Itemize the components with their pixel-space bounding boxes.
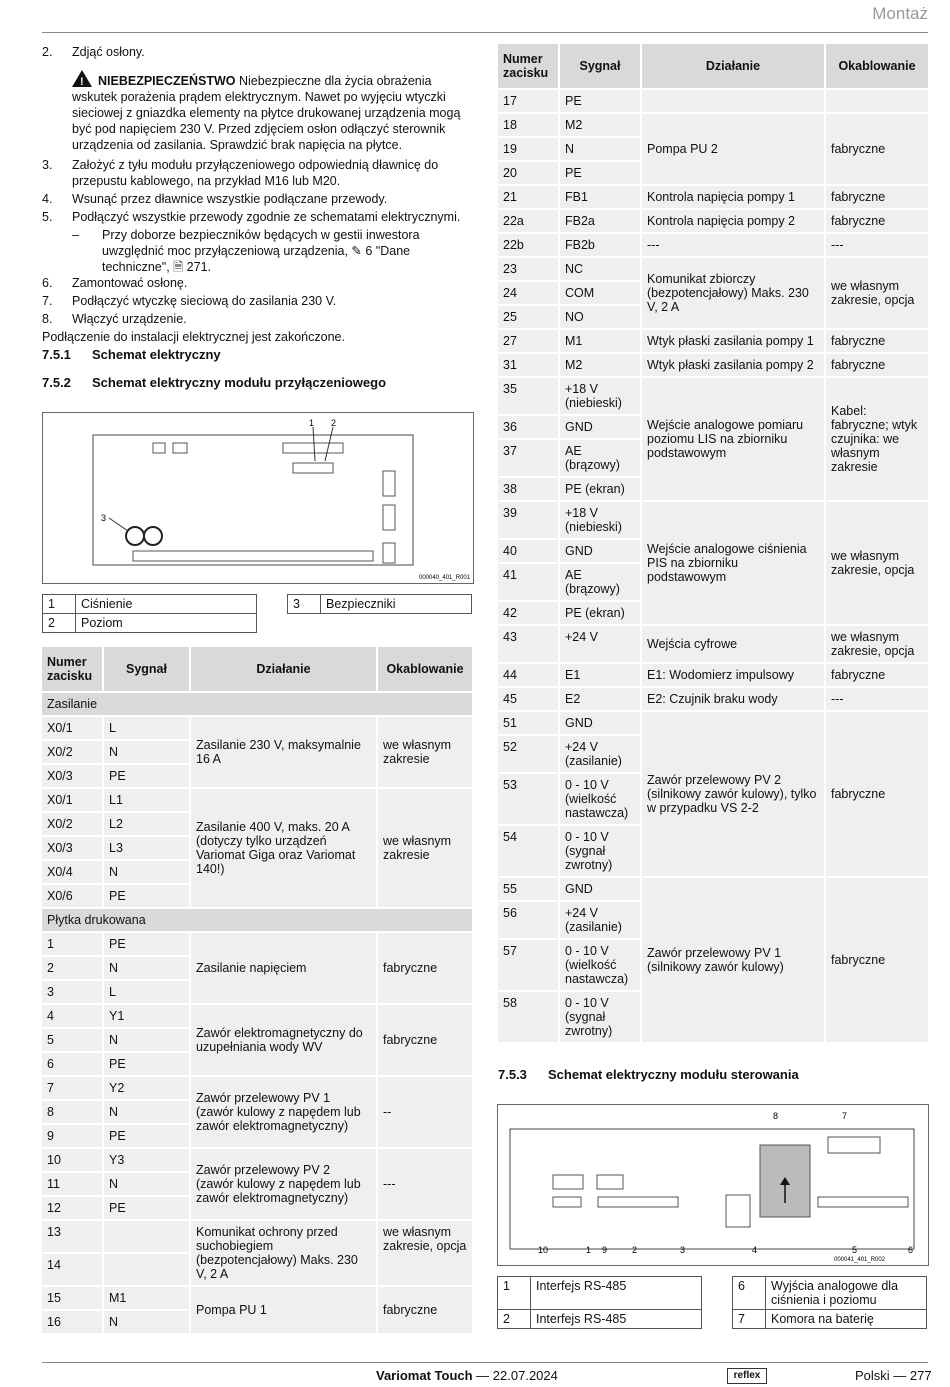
table-cell: 13 bbox=[42, 1221, 102, 1252]
table-cell: Komunikat zbiorczy (bezpotencjałowy) Maks. 230 V, 2 A bbox=[642, 258, 824, 328]
table-cell: 12 bbox=[42, 1197, 102, 1219]
table-cell: Zawór przelewowy PV 1 (zawór kulowy z napędem lub zawór elektromagnetyczny) bbox=[191, 1077, 376, 1147]
table-cell: 54 bbox=[498, 826, 558, 876]
step: 6. Zamontować osłonę. bbox=[42, 276, 188, 290]
table-cell: AE (brązowy) bbox=[560, 440, 640, 476]
table-cell: 25 bbox=[498, 306, 558, 328]
table-cell: --- bbox=[826, 688, 928, 710]
table-row bbox=[42, 1149, 472, 1171]
table-cell: 2 bbox=[42, 957, 102, 979]
table-cell: N bbox=[104, 1029, 189, 1051]
heading-7-5-1: 7.5.1 Schemat elektryczny bbox=[42, 347, 221, 362]
table-cell: 2 bbox=[498, 1310, 531, 1329]
table-row bbox=[42, 1221, 472, 1252]
table-cell: 18 bbox=[498, 114, 558, 136]
table-cell: L bbox=[104, 717, 189, 739]
table-cell: we własnym zakresie, opcja bbox=[378, 1221, 472, 1285]
table-cell: --- bbox=[826, 234, 928, 256]
table-cell: Pompa PU 1 bbox=[191, 1287, 376, 1333]
danger-title: NIEBEZPIECZEŃSTWO bbox=[98, 74, 236, 88]
step: 7. Podłączyć wtyczkę sieciową do zasilania 230 V. bbox=[42, 294, 337, 308]
warning-icon: ! bbox=[72, 70, 92, 87]
table-cell: L bbox=[104, 981, 189, 1003]
instructions bbox=[42, 44, 474, 345]
table-cell: 40 bbox=[498, 540, 558, 562]
table-cell: M1 bbox=[560, 330, 640, 352]
table-cell: Zasilanie bbox=[42, 693, 472, 715]
column-header: Numer zacisku bbox=[498, 44, 558, 88]
step: 4. Wsunąć przez dławnice wszystkie podłączane przewody. bbox=[42, 192, 388, 206]
table-cell: Wejście analogowe ciśnienia PIS na zbiorniku podstawowym bbox=[642, 502, 824, 624]
table-row bbox=[498, 90, 928, 112]
table-row bbox=[498, 378, 928, 414]
table-cell: 53 bbox=[498, 774, 558, 824]
table-cell: Zawór przelewowy PV 1 (silnikowy zawór kulowy) bbox=[642, 878, 824, 1042]
table-cell: L3 bbox=[104, 837, 189, 859]
table-cell: Zasilanie 230 V, maksymalnie 16 A bbox=[191, 717, 376, 787]
table-cell: L1 bbox=[104, 789, 189, 811]
legend-row bbox=[43, 614, 472, 633]
table-cell: we własnym zakresie, opcja bbox=[826, 626, 928, 662]
table-cell: NC bbox=[560, 258, 640, 280]
table-cell: Interfejs RS-485 bbox=[531, 1277, 702, 1310]
table-cell: Kontrola napięcia pompy 2 bbox=[642, 210, 824, 232]
table-cell: Zawór przelewowy PV 2 (silnikowy zawór kulowy), tylko w przypadku VS 2-2 bbox=[642, 712, 824, 876]
substep: – Przy doborze bezpieczników będących w gestii inwestora uwzględnić moc przyłączeniową urządzenia, ✎ 6 "Dane techniczne", 🗎 271. bbox=[72, 228, 420, 274]
table-cell: 9 bbox=[42, 1125, 102, 1147]
table-header-row bbox=[498, 44, 928, 88]
table-cell: 36 bbox=[498, 416, 558, 438]
table-cell: Zasilanie 400 V, maks. 20 A (dotyczy tylko urządzeń Variomat Giga oraz Variomat 140!) bbox=[191, 789, 376, 907]
table-cell: M2 bbox=[560, 354, 640, 376]
table-row bbox=[498, 354, 928, 376]
table-row bbox=[498, 186, 928, 208]
table-cell: N bbox=[104, 1311, 189, 1333]
table-row bbox=[42, 1005, 472, 1027]
column-header: Działanie bbox=[191, 647, 376, 691]
table-cell: +18 V (niebieski) bbox=[560, 378, 640, 414]
table-row bbox=[42, 717, 472, 739]
svg-text:000041_401_R002: 000041_401_R002 bbox=[834, 1257, 886, 1263]
step: 8. Włączyć urządzenie. bbox=[42, 312, 187, 326]
reflex-logo: reflex bbox=[727, 1368, 767, 1384]
svg-text:3: 3 bbox=[101, 513, 107, 523]
table-cell: GND bbox=[560, 878, 640, 900]
table-cell: 35 bbox=[498, 378, 558, 414]
table-row bbox=[42, 1287, 472, 1309]
table-cell: -- bbox=[378, 1077, 472, 1147]
table-cell: Kabel: fabryczne; wtyk czujnika: we własnym zakresie bbox=[826, 378, 928, 500]
table-row bbox=[42, 1077, 472, 1099]
table-cell: N bbox=[104, 741, 189, 763]
table-cell: fabryczne bbox=[826, 664, 928, 686]
table-cell: PE (ekran) bbox=[560, 478, 640, 500]
connection-module-diagram bbox=[42, 412, 474, 584]
table-cell: 27 bbox=[498, 330, 558, 352]
table-cell: Wyjścia analogowe dla ciśnienia i poziomu bbox=[766, 1277, 927, 1310]
table-row bbox=[498, 878, 928, 900]
table-cell: 23 bbox=[498, 258, 558, 280]
table-cell: 38 bbox=[498, 478, 558, 500]
table-cell: Kontrola napięcia pompy 1 bbox=[642, 186, 824, 208]
table-cell: X0/1 bbox=[42, 789, 102, 811]
table-cell: 21 bbox=[498, 186, 558, 208]
table-cell: fabryczne bbox=[826, 186, 928, 208]
table-cell: fabryczne bbox=[826, 878, 928, 1042]
table-cell: 39 bbox=[498, 502, 558, 538]
table-row bbox=[42, 789, 472, 811]
table-cell: 14 bbox=[42, 1254, 102, 1285]
table-cell: 16 bbox=[42, 1311, 102, 1333]
table-cell: Płytka drukowana bbox=[42, 909, 472, 931]
table-cell: PE bbox=[104, 933, 189, 955]
table-cell: 0 - 10 V (wielkość nastawcza) bbox=[560, 940, 640, 990]
danger-notice bbox=[72, 70, 474, 153]
table-cell: Ciśnienie bbox=[76, 595, 257, 614]
svg-text:3: 3 bbox=[680, 1245, 686, 1255]
completion-text: Podłączenie do instalacji elektrycznej jest zakończone. bbox=[42, 330, 345, 344]
table-cell: GND bbox=[560, 712, 640, 734]
column-header: Sygnał bbox=[104, 647, 189, 691]
table-cell: M1 bbox=[104, 1287, 189, 1309]
table-cell: 2 bbox=[43, 614, 76, 633]
table-cell: 56 bbox=[498, 902, 558, 938]
table-cell: +24 V (zasilanie) bbox=[560, 902, 640, 938]
table-cell: fabryczne bbox=[826, 354, 928, 376]
table-cell: 10 bbox=[42, 1149, 102, 1171]
table-cell: 52 bbox=[498, 736, 558, 772]
table-cell: 3 bbox=[288, 595, 321, 614]
table-cell: FB2a bbox=[560, 210, 640, 232]
table-cell: E1: Wodomierz impulsowy bbox=[642, 664, 824, 686]
table-cell: X0/1 bbox=[42, 717, 102, 739]
table-cell: Pompa PU 2 bbox=[642, 114, 824, 184]
table-cell: GND bbox=[560, 540, 640, 562]
table-cell: 6 bbox=[42, 1053, 102, 1075]
table-cell: N bbox=[104, 1101, 189, 1123]
table-cell: X0/4 bbox=[42, 861, 102, 883]
left-terminal-table bbox=[40, 645, 474, 1335]
step: 2. Zdjąć osłony. bbox=[42, 45, 145, 59]
table-cell: 15 bbox=[42, 1287, 102, 1309]
section-header: Montaż bbox=[872, 4, 928, 23]
svg-text:10: 10 bbox=[538, 1245, 549, 1255]
table-cell: 42 bbox=[498, 602, 558, 624]
table-cell: Y2 bbox=[104, 1077, 189, 1099]
column-header: Działanie bbox=[642, 44, 824, 88]
table-cell: we własnym zakresie, opcja bbox=[826, 258, 928, 328]
table-row bbox=[498, 502, 928, 538]
column-header: Numer zacisku bbox=[42, 647, 102, 691]
table-cell: E2 bbox=[560, 688, 640, 710]
table-cell bbox=[104, 1221, 189, 1252]
column-header: Okablowanie bbox=[378, 647, 472, 691]
footer-page: Polski — 277 bbox=[855, 1368, 932, 1383]
table-cell: Wejście analogowe pomiaru poziomu LIS na zbiorniku podstawowym bbox=[642, 378, 824, 500]
svg-text:6: 6 bbox=[908, 1245, 914, 1255]
table-cell: fabryczne bbox=[826, 330, 928, 352]
table-cell: FB2b bbox=[560, 234, 640, 256]
table-cell: 55 bbox=[498, 878, 558, 900]
table-cell: N bbox=[104, 957, 189, 979]
column-header: Sygnał bbox=[560, 44, 640, 88]
section-row bbox=[42, 909, 472, 931]
svg-text:8: 8 bbox=[773, 1111, 779, 1121]
table-cell: 58 bbox=[498, 992, 558, 1042]
table-cell: PE bbox=[104, 1053, 189, 1075]
footer-rule bbox=[42, 1362, 928, 1363]
table-cell: we własnym zakresie bbox=[378, 717, 472, 787]
legend-row bbox=[498, 1310, 927, 1329]
table-cell: +24 V (zasilanie) bbox=[560, 736, 640, 772]
legend-row bbox=[498, 1277, 927, 1310]
table-cell: N bbox=[104, 1173, 189, 1195]
table-cell: fabryczne bbox=[378, 1287, 472, 1333]
column-header: Okablowanie bbox=[826, 44, 928, 88]
control-legend bbox=[497, 1276, 927, 1329]
table-cell: 11 bbox=[42, 1173, 102, 1195]
svg-text:9: 9 bbox=[602, 1245, 608, 1255]
table-cell: Wtyk płaski zasilania pompy 1 bbox=[642, 330, 824, 352]
table-cell: PE bbox=[104, 1197, 189, 1219]
connection-legend bbox=[42, 594, 472, 633]
table-cell: 19 bbox=[498, 138, 558, 160]
table-cell: 1 bbox=[43, 595, 76, 614]
table-cell: 7 bbox=[42, 1077, 102, 1099]
table-cell: X0/2 bbox=[42, 741, 102, 763]
table-cell: 7 bbox=[733, 1310, 766, 1329]
table-cell: PE bbox=[104, 1125, 189, 1147]
table-cell: --- bbox=[642, 234, 824, 256]
svg-text:4: 4 bbox=[752, 1245, 758, 1255]
table-cell: Komunikat ochrony przed suchobiegiem (bezpotencjałowy) Maks. 230 V, 2 A bbox=[191, 1221, 376, 1285]
table-cell: X0/6 bbox=[42, 885, 102, 907]
table-cell: Komora na baterię bbox=[766, 1310, 927, 1329]
table-cell: X0/2 bbox=[42, 813, 102, 835]
table-cell: --- bbox=[378, 1149, 472, 1219]
table-cell: 4 bbox=[42, 1005, 102, 1027]
table-cell: NO bbox=[560, 306, 640, 328]
table-cell: X0/3 bbox=[42, 837, 102, 859]
table-cell: Zawór elektromagnetyczny do uzupełniania wody WV bbox=[191, 1005, 376, 1075]
table-cell: 44 bbox=[498, 664, 558, 686]
table-cell: fabryczne bbox=[826, 114, 928, 184]
table-cell: COM bbox=[560, 282, 640, 304]
pcb-drawing bbox=[43, 413, 473, 583]
table-cell: Wtyk płaski zasilania pompy 2 bbox=[642, 354, 824, 376]
svg-text:7: 7 bbox=[842, 1111, 848, 1121]
svg-text:2: 2 bbox=[331, 418, 337, 428]
table-cell: +18 V (niebieski) bbox=[560, 502, 640, 538]
table-cell: we własnym zakresie bbox=[378, 789, 472, 907]
header-rule bbox=[42, 32, 928, 33]
table-cell: fabryczne bbox=[378, 933, 472, 1003]
table-cell: 41 bbox=[498, 564, 558, 600]
table-cell: N bbox=[560, 138, 640, 160]
table-cell: PE bbox=[104, 885, 189, 907]
table-row bbox=[498, 114, 928, 136]
table-header-row bbox=[42, 647, 472, 691]
table-cell: N bbox=[104, 861, 189, 883]
step: 5. Podłączyć wszystkie przewody zgodnie ze schematami elektrycznymi. bbox=[42, 210, 461, 224]
section-row bbox=[42, 693, 472, 715]
table-row bbox=[498, 626, 928, 662]
right-terminal-table bbox=[496, 42, 930, 1044]
table-cell: Y1 bbox=[104, 1005, 189, 1027]
table-cell: 1 bbox=[498, 1277, 531, 1310]
control-module-diagram bbox=[497, 1104, 929, 1266]
svg-text:000040_401_R001: 000040_401_R001 bbox=[419, 575, 471, 581]
table-cell: we własnym zakresie, opcja bbox=[826, 502, 928, 624]
table-cell: 3 bbox=[42, 981, 102, 1003]
table-cell: Y3 bbox=[104, 1149, 189, 1171]
table-row bbox=[498, 330, 928, 352]
table-cell: Zasilanie napięciem bbox=[191, 933, 376, 1003]
step: 3. Założyć z tyłu modułu przyłączeniowego odpowiednią dławnicę do przepustu kablowego, na przykład M16 lub M20. bbox=[42, 158, 439, 188]
table-cell: Wejścia cyfrowe bbox=[642, 626, 824, 662]
table-cell: 45 bbox=[498, 688, 558, 710]
table-cell: 22a bbox=[498, 210, 558, 232]
table-cell: Zawór przelewowy PV 2 (zawór kulowy z napędem lub zawór elektromagnetyczny) bbox=[191, 1149, 376, 1219]
table-row bbox=[498, 664, 928, 686]
table-cell: X0/3 bbox=[42, 765, 102, 787]
table-cell: GND bbox=[560, 416, 640, 438]
table-cell: fabryczne bbox=[826, 712, 928, 876]
table-cell bbox=[104, 1254, 189, 1285]
table-cell: 0 - 10 V (sygnał zwrotny) bbox=[560, 826, 640, 876]
table-cell: Interfejs RS-485 bbox=[531, 1310, 702, 1329]
table-cell: 6 bbox=[733, 1277, 766, 1310]
table-cell: 57 bbox=[498, 940, 558, 990]
table-cell: M2 bbox=[560, 114, 640, 136]
table-cell: 17 bbox=[498, 90, 558, 112]
table-cell: 0 - 10 V (sygnał zwrotny) bbox=[560, 992, 640, 1042]
table-cell: PE bbox=[560, 90, 640, 112]
table-cell: fabryczne bbox=[826, 210, 928, 232]
table-cell: +24 V bbox=[560, 626, 640, 662]
footer-product: Variomat Touch — 22.07.2024 bbox=[376, 1368, 558, 1383]
table-row bbox=[498, 210, 928, 232]
table-row bbox=[498, 234, 928, 256]
table-cell: 37 bbox=[498, 440, 558, 476]
svg-text:1: 1 bbox=[309, 418, 315, 428]
table-cell: fabryczne bbox=[378, 1005, 472, 1075]
table-row bbox=[498, 688, 928, 710]
svg-text:2: 2 bbox=[632, 1245, 638, 1255]
table-row bbox=[42, 933, 472, 955]
table-cell: Bezpieczniki bbox=[321, 595, 472, 614]
table-cell: 1 bbox=[42, 933, 102, 955]
table-cell: AE (brązowy) bbox=[560, 564, 640, 600]
heading-7-5-3: 7.5.3 Schemat elektryczny modułu sterowania bbox=[498, 1067, 799, 1082]
heading-7-5-2: 7.5.2 Schemat elektryczny modułu przyłączeniowego bbox=[42, 375, 387, 390]
table-cell: 8 bbox=[42, 1101, 102, 1123]
control-board-drawing bbox=[498, 1105, 928, 1265]
danger-text: Niebezpieczne dla życia obrażenia wskutek porażenia prądem elektrycznym. Nawet po wyjęciu wtyczki sieciowej z gniazdka elementy na płytce drukowanej urządzenia mogą być pod napięciem 230 V. Przed zdjęciem osłon odłączyć sterownik urządzenia od zasilania. Sprawdzić brak napięcia na płytce. bbox=[72, 74, 461, 152]
svg-text:1: 1 bbox=[586, 1245, 592, 1255]
table-cell: 43 bbox=[498, 626, 558, 662]
table-cell: FB1 bbox=[560, 186, 640, 208]
svg-text:5: 5 bbox=[852, 1245, 858, 1255]
table-cell: 0 - 10 V (wielkość nastawcza) bbox=[560, 774, 640, 824]
table-cell: L2 bbox=[104, 813, 189, 835]
table-cell: PE (ekran) bbox=[560, 602, 640, 624]
table-cell: 31 bbox=[498, 354, 558, 376]
table-cell: 20 bbox=[498, 162, 558, 184]
table-cell: Poziom bbox=[76, 614, 257, 633]
table-row bbox=[498, 258, 928, 280]
table-cell: PE bbox=[560, 162, 640, 184]
table-cell: 24 bbox=[498, 282, 558, 304]
table-cell: E1 bbox=[560, 664, 640, 686]
table-cell: 51 bbox=[498, 712, 558, 734]
table-cell: E2: Czujnik braku wody bbox=[642, 688, 824, 710]
table-row bbox=[498, 712, 928, 734]
table-cell: 22b bbox=[498, 234, 558, 256]
legend-row bbox=[43, 595, 472, 614]
table-cell: 5 bbox=[42, 1029, 102, 1051]
table-cell: PE bbox=[104, 765, 189, 787]
